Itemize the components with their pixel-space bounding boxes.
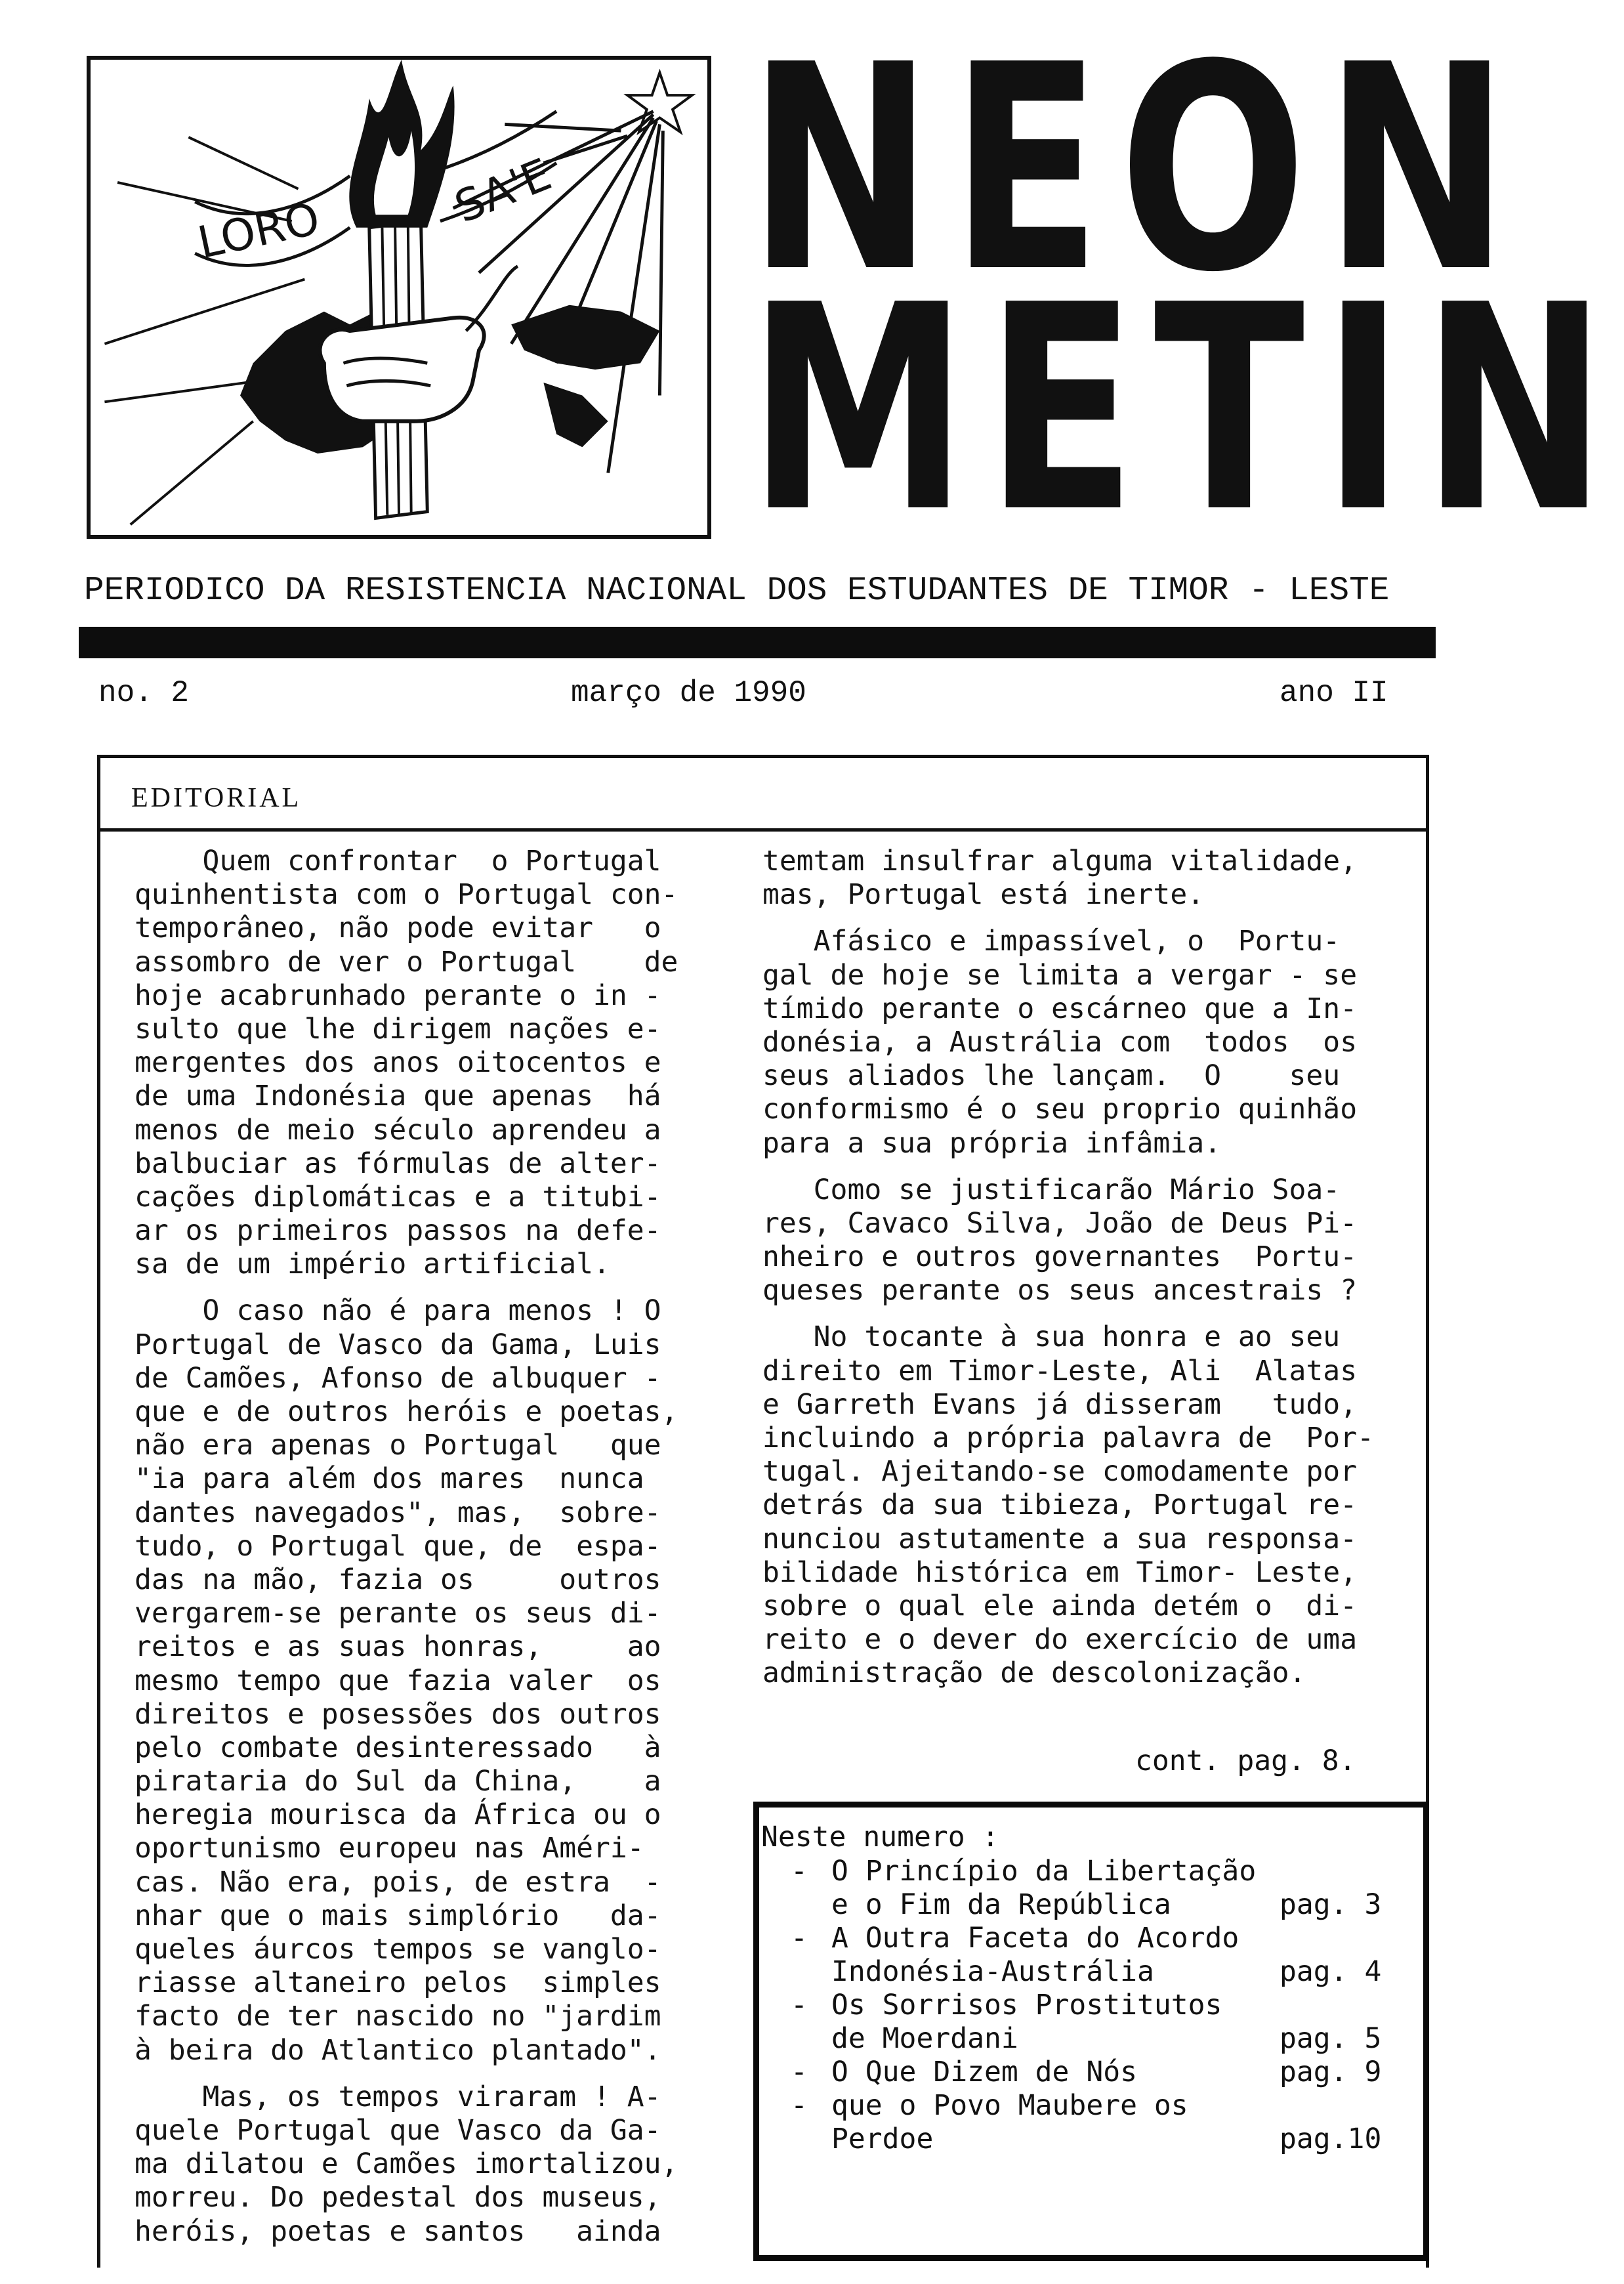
contents-list: [791, 1855, 1414, 2156]
contents-item: [791, 1888, 1414, 1922]
editorial-text-line: mesmo tempo que fazia valer os: [135, 1664, 661, 1697]
editorial-text-line: quele Portugal que Vasco da Ga-: [135, 2113, 661, 2147]
editorial-text-line: menos de meio século aprendeu a: [135, 1113, 661, 1147]
editorial-text-line: reitos e as suas honras, ao: [135, 1630, 661, 1664]
contents-item-page: pag. 3: [1280, 1888, 1382, 1921]
left-rays: [104, 137, 304, 524]
editorial-text-line: donésia, a Austrália com todos os: [762, 1025, 1358, 1059]
contents-item: [791, 2123, 1414, 2156]
paragraph-gap: [762, 1160, 1392, 1174]
contents-item-dash: -: [791, 1989, 808, 2021]
editorial-text-line: queses perante os seus ancestrais ?: [762, 1274, 1358, 1307]
editorial-text-line: queles áurcos tempos se vanglo-: [135, 1933, 661, 1966]
editorial-text-line: heróis, poetas e santos ainda: [135, 2214, 661, 2248]
contents-item: [791, 2022, 1414, 2056]
editorial-text-line: No tocante à sua honra e ao seu: [762, 1321, 1341, 1354]
logo-text-sae: SA'E: [448, 148, 558, 233]
editorial-left-column: [135, 845, 692, 2249]
editorial-text-line: facto de ter nascido no "jardim: [135, 2000, 661, 2033]
masthead-logo: [87, 56, 711, 539]
editorial-text-line: temporâneo, não pode evitar o: [135, 912, 661, 945]
contents-item-title: O Princípio da Libertação: [831, 1855, 1257, 1888]
editorial-text-line: quinhentista com o Portugal con-: [135, 878, 678, 912]
contents-item: [791, 1955, 1414, 1989]
contents-item-page: pag. 4: [1280, 1955, 1382, 1988]
editorial-text-line: pirataria do Sul da China, a: [135, 1765, 661, 1798]
editorial-text-line: dantes navegados", mas, sobre-: [135, 1496, 661, 1529]
editorial-text-line: nunciou astutamente a sua responsa-: [762, 1522, 1358, 1555]
editorial-text-line: sobre o qual ele ainda detém o di-: [762, 1589, 1358, 1622]
contents-item-page: pag.10: [1280, 2123, 1382, 2155]
editorial-text-line: pelo combate desinteressado à: [135, 1731, 661, 1764]
editorial-text-line: nhar que o mais simplório da-: [135, 1899, 661, 1932]
editorial-text-line: ar os primeiros passos na defe-: [135, 1214, 661, 1248]
editorial-text-line: Mas, os tempos viraram ! A-: [135, 2080, 661, 2113]
flame-icon: [349, 60, 454, 228]
contents-item-title: de Moerdani: [831, 2022, 1018, 2055]
editorial-text-line: res, Cavaco Silva, João de Deus Pi-: [762, 1206, 1358, 1240]
editorial-text-line: ma dilatou e Camões imortalizou,: [135, 2147, 678, 2181]
editorial-text-line: Quem confrontar o Portugal: [135, 845, 661, 878]
contents-item-title: que o Povo Maubere os: [831, 2089, 1188, 2122]
masthead-title-line-1: NEON: [748, 4, 1527, 334]
editorial-text-line: Como se justificarão Mário Soa-: [762, 1173, 1341, 1206]
paragraph-gap: [762, 1307, 1392, 1321]
issue-year: ano II: [1280, 676, 1388, 710]
masthead-rule: [79, 627, 1436, 658]
editorial-text-line: hoje acabrunhado perante o in -: [135, 979, 661, 1012]
contents-item: [791, 2089, 1414, 2123]
editorial-text-line: balbuciar as fórmulas de alter-: [135, 1147, 661, 1180]
editorial-text-line: O caso não é para menos ! O: [135, 1294, 661, 1328]
contents-item-dash: -: [791, 2056, 808, 2088]
editorial-text-line: nheiro e outros governantes Portu-: [762, 1240, 1358, 1274]
editorial-label: EDITORIAL: [131, 783, 302, 813]
editorial-text-line: detrás da sua tibieza, Portugal re-: [762, 1489, 1358, 1522]
editorial-text-line: tugal. Ajeitando-se comodamente por: [762, 1455, 1358, 1489]
editorial-text-line: "ia para além dos mares nunca: [135, 1462, 644, 1496]
contents-item-title: Perdoe: [831, 2123, 934, 2155]
editorial-text-line: à beira do Atlantico plantado".: [135, 2033, 661, 2067]
editorial-text-line: reito e o dever do exercício de uma: [762, 1623, 1358, 1657]
editorial-text-line: mergentes dos anos oitocentos e: [135, 1046, 661, 1080]
editorial-text-line: oportunismo europeu nas Améri-: [135, 1832, 644, 1865]
masthead-title-line-2: METIN: [748, 244, 1624, 574]
editorial-text-line: temtam insulfrar alguma vitalidade,: [762, 845, 1358, 878]
contents-item-dash: -: [791, 1922, 808, 1955]
contents-item: [791, 2056, 1414, 2089]
editorial-text-line: conformismo é o seu proprio quinhão: [762, 1093, 1358, 1126]
paragraph-gap: [135, 1281, 692, 1294]
contents-item-title: Os Sorrisos Prostitutos: [831, 1989, 1222, 2021]
editorial-text-line: Afásico e impassível, o Portu-: [762, 925, 1341, 958]
editorial-text-line: sa de um império artificial.: [135, 1248, 610, 1281]
editorial-text-line: sulto que lhe dirigem nações e-: [135, 1012, 661, 1046]
editorial-text-line: mas, Portugal está inerte.: [762, 878, 1205, 912]
contents-item-title: e o Fim da República: [831, 1888, 1171, 1921]
editorial-text-line: heregia mourisca da África ou o: [135, 1798, 661, 1832]
issue-number: no. 2: [98, 676, 190, 710]
editorial-text-line: que e de outros heróis e poetas,: [135, 1395, 678, 1428]
editorial-text-line: e Garreth Evans já disseram tudo,: [762, 1387, 1358, 1421]
editorial-text-line: cas. Não era, pois, de estra -: [135, 1865, 661, 1899]
torch-hand-illustration: [91, 60, 707, 535]
contents-item-title: A Outra Faceta do Acordo: [831, 1922, 1239, 1955]
editorial-text-line: tímido perante o escárneo que a In-: [762, 992, 1358, 1025]
contents-item: [791, 1989, 1414, 2022]
editorial-text-line: tudo, o Portugal que, de espa-: [135, 1529, 661, 1563]
contents-item-title: O Que Dizem de Nós: [831, 2056, 1137, 2088]
editorial-text-line: assombro de ver o Portugal de: [135, 945, 678, 979]
editorial-text-line: administração de descolonização.: [762, 1657, 1306, 1690]
contents-item: [791, 1855, 1414, 1888]
contents-title: Neste numero :: [761, 1821, 999, 1853]
editorial-text-line: de Camões, Afonso de albuquer -: [135, 1361, 661, 1395]
continued-note: cont. pag. 8.: [1135, 1745, 1356, 1777]
editorial-text-line: bilidade histórica em Timor- Leste,: [762, 1555, 1358, 1589]
editorial-text-line: de uma Indonésia que apenas há: [135, 1080, 661, 1113]
masthead-subtitle: PERIODICO DA RESISTENCIA NACIONAL DOS ESTUDANTES DE TIMOR - LESTE: [84, 572, 1390, 610]
editorial-text-line: incluindo a própria palavra de Por-: [762, 1422, 1374, 1454]
editorial-text-line: direitos e posessões dos outros: [135, 1697, 661, 1731]
contents-item-dash: -: [791, 1855, 808, 1888]
editorial-text-line: Portugal de Vasco da Gama, Luis: [135, 1328, 661, 1361]
contents-item-page: pag. 5: [1280, 2022, 1382, 2055]
contents-item-page: pag. 9: [1280, 2056, 1382, 2088]
logo-text-loro: LORO: [193, 192, 324, 268]
editorial-text-line: riasse altaneiro pelos simples: [135, 1966, 661, 2000]
star-icon: [627, 73, 692, 133]
editorial-text-line: não era apenas o Portugal que: [135, 1429, 661, 1462]
contents-item: [791, 1922, 1414, 1955]
issue-date: março de 1990: [571, 676, 806, 710]
editorial-text-line: vergarem-se perante os seus di-: [135, 1597, 661, 1630]
editorial-text-line: seus aliados lhe lançam. O seu: [762, 1059, 1341, 1093]
editorial-text-line: para a sua própria infâmia.: [762, 1126, 1221, 1160]
contents-item-title: Indonésia-Austrália: [831, 1955, 1154, 1988]
paragraph-gap: [135, 2067, 692, 2081]
contents-item-dash: -: [791, 2089, 808, 2122]
editorial-text-line: cações diplomáticas e a titubi-: [135, 1180, 661, 1214]
editorial-text-line: morreu. Do pedestal dos museus,: [135, 2181, 661, 2214]
editorial-right-column: [762, 845, 1392, 1691]
editorial-text-line: direito em Timor-Leste, Ali Alatas: [762, 1354, 1358, 1387]
editorial-text-line: das na mão, fazia os outros: [135, 1563, 661, 1596]
paragraph-gap: [762, 912, 1392, 925]
editorial-text-line: gal de hoje se limita a vergar - se: [762, 958, 1358, 992]
